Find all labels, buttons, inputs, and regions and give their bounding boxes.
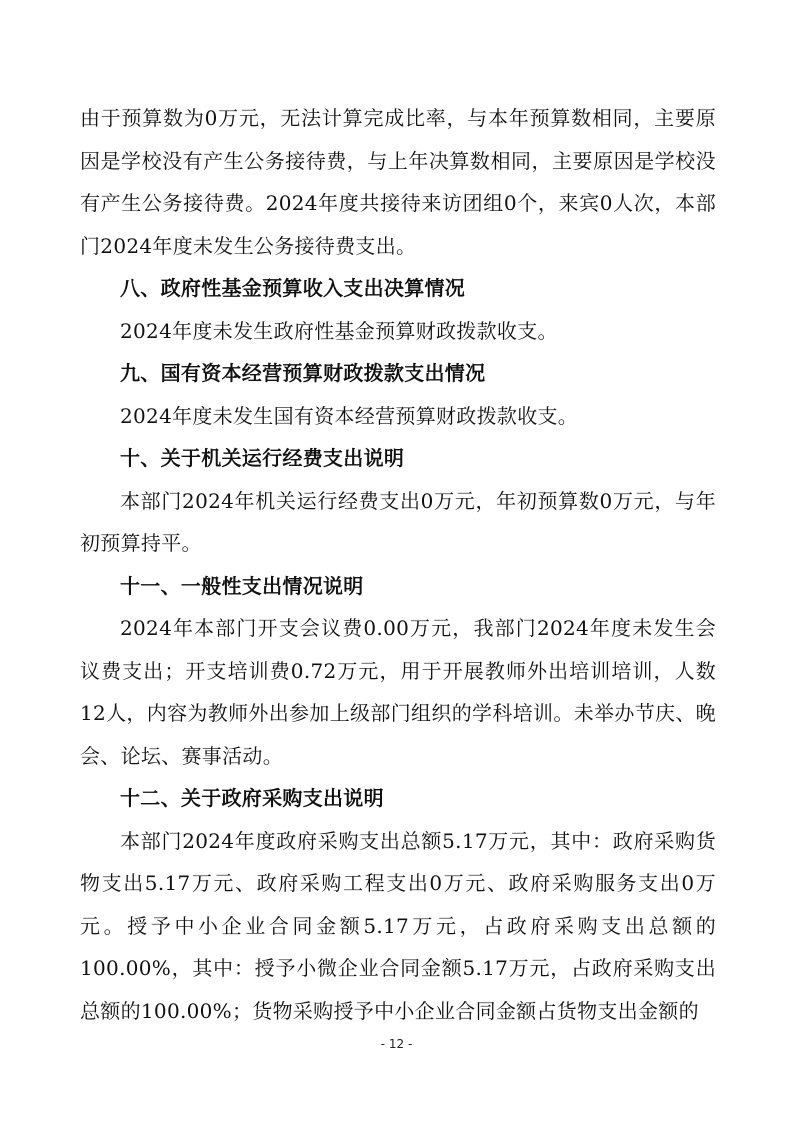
heading-section-8: 八、政府性基金预算收入支出决算情况 <box>120 276 466 300</box>
paragraph-section-10: 本部门2024年机关运行经费支出0万元，年初预算数0万元，与年初预算持平。 <box>80 488 716 555</box>
paragraph-section-9: 2024年度未发生国有资本经营预算财政拨款收支。 <box>120 403 579 428</box>
page-number: - 12 - <box>380 1037 413 1051</box>
paragraph-section-12: 本部门2024年度政府采购支出总额5.17万元，其中：政府采购货物支出5.17万元、政府采购工程支出0万元、政府采购服务支出0万元。授予中小企业合同金额5.17万元，占政府采购支出总额的100.00%，其中：授予小微企业合同金额5.17万元，占政府采购支出总额的100.00%；货物采购授予中小企业合同金额占货物支出金额的 <box>80 828 716 1023</box>
paragraph-section-11: 2024年本部门开支会议费0.00万元，我部门2024年度未发生会议费支出；开支培训费0.72万元，用于开展教师外出培训培训，人数12人，内容为教师外出参加上级部门组织的学科培训。未举办节庆、晚会、论坛、赛事活动。 <box>80 616 716 768</box>
paragraph-section-8: 2024年度未发生政府性基金预算财政拨款收支。 <box>120 318 558 343</box>
heading-section-9: 九、国有资本经营预算财政拨款支出情况 <box>120 361 486 385</box>
paragraph-reception-expenses: 由于预算数为0万元，无法计算完成比率，与本年预算数相同，主要原因是学校没有产生公务接待费，与上年决算数相同，主要原因是学校没有产生公务接待费。2024年度共接待来访团组0个，来宾0人次，本部门2024年度未发生公务接待费支出。 <box>80 106 716 258</box>
heading-section-10: 十、关于机关运行经费支出说明 <box>120 446 405 470</box>
document-body <box>80 97 716 1032</box>
heading-section-12: 十二、关于政府采购支出说明 <box>120 786 384 810</box>
heading-section-11: 十一、一般性支出情况说明 <box>120 573 364 598</box>
